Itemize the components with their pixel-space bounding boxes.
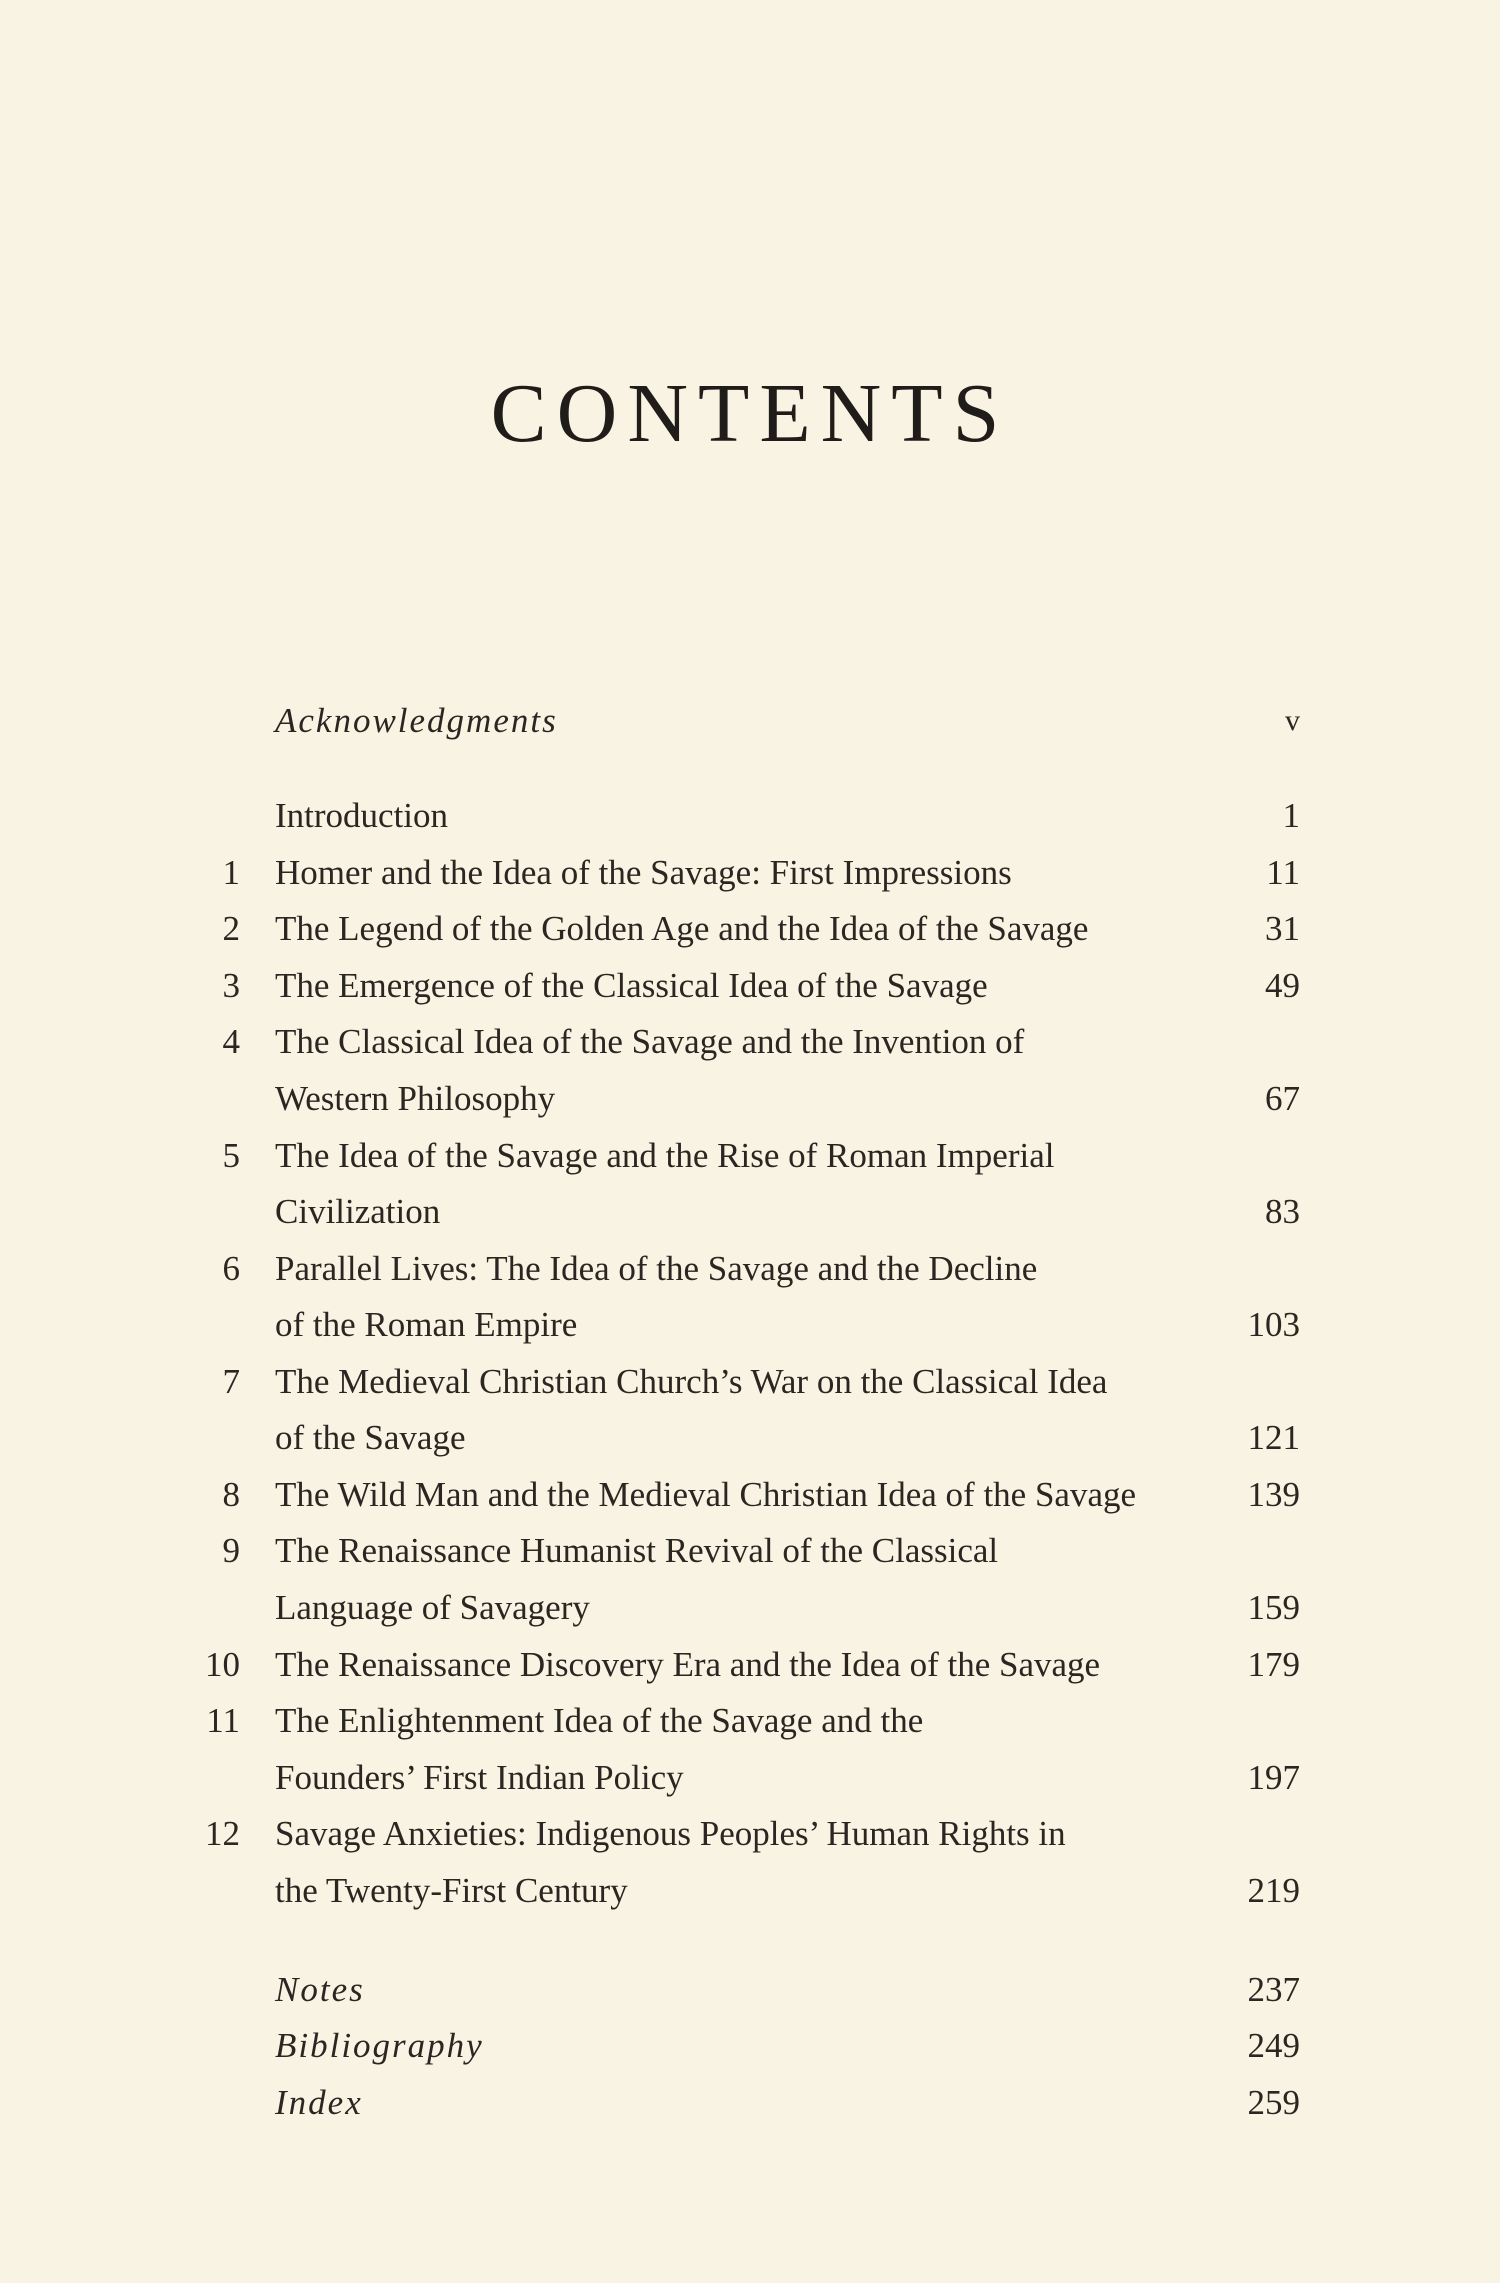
toc-entry-bibliography[interactable] — [0, 2018, 1500, 2074]
toc-entry-chapter-5[interactable] — [0, 1128, 1500, 1184]
chapter-number: 12 — [205, 1814, 240, 1853]
toc-entry-page: 179 — [1247, 1645, 1300, 1684]
toc-entry-page: 11 — [1266, 853, 1300, 892]
toc-entry-title: The Emergence of the Classical Idea of the Savage — [275, 966, 988, 1005]
toc-entry-page: 31 — [1265, 909, 1300, 948]
toc-entry-chapter-1[interactable] — [0, 845, 1500, 901]
chapter-number: 8 — [222, 1475, 240, 1514]
toc-entry-notes[interactable] — [0, 1962, 1500, 2018]
toc-entry-chapter-2[interactable] — [0, 901, 1500, 957]
toc-entry-chapter-7[interactable] — [0, 1354, 1500, 1410]
toc-entry-chapter-3[interactable] — [0, 958, 1500, 1014]
chapter-number: 10 — [205, 1645, 240, 1684]
toc-entry-chapter-12[interactable] — [0, 1806, 1500, 1862]
toc-entry-title: The Wild Man and the Medieval Christian Idea of the Savage — [275, 1475, 1137, 1514]
toc-entry-title: The Idea of the Savage and the Rise of Roman Imperial — [275, 1136, 1055, 1175]
toc-entry-page: 139 — [1247, 1475, 1300, 1514]
toc-entry-page: 249 — [1247, 2026, 1300, 2065]
toc-entry-title-cont: of the Roman Empire — [275, 1305, 578, 1344]
toc-entry-title-cont: of the Savage — [275, 1418, 466, 1457]
toc-entry-introduction[interactable] — [0, 788, 1500, 844]
toc-entry-page: 159 — [1247, 1588, 1300, 1627]
toc-entry-page: 103 — [1247, 1305, 1300, 1344]
toc-entry-page: 197 — [1247, 1758, 1300, 1797]
chapter-number: 4 — [222, 1022, 240, 1061]
toc-entry-title: Notes — [275, 1970, 365, 2009]
toc-entry-title-cont: Western Philosophy — [275, 1079, 556, 1118]
toc-entry-title: Parallel Lives: The Idea of the Savage and the Decline — [275, 1249, 1038, 1288]
toc-entry-page: 67 — [1265, 1079, 1300, 1118]
toc-entry-page: 121 — [1247, 1418, 1300, 1457]
toc-entry-title: Introduction — [275, 796, 449, 835]
toc-entry-page: 259 — [1247, 2083, 1300, 2122]
toc-entry-title: The Enlightenment Idea of the Savage and the — [275, 1701, 924, 1740]
toc-entry-chapter-11[interactable] — [0, 1693, 1500, 1749]
toc-entry-chapter-10[interactable] — [0, 1637, 1500, 1693]
chapter-number: 5 — [222, 1136, 240, 1175]
toc-entry-chapter-4[interactable] — [0, 1014, 1500, 1070]
toc-entry-title: The Medieval Christian Church’s War on the Classical Idea — [275, 1362, 1108, 1401]
page-title: CONTENTS — [490, 367, 1010, 460]
toc-entry-title: Acknowledgments — [275, 701, 558, 740]
chapter-number: 7 — [222, 1362, 240, 1401]
toc-entry-chapter-7-cont[interactable] — [0, 1410, 1500, 1466]
chapter-number: 9 — [222, 1531, 240, 1570]
toc-entry-title-cont: the Twenty-First Century — [275, 1871, 628, 1910]
toc-entry-page: 83 — [1265, 1192, 1300, 1231]
toc-entry-page: v — [1285, 704, 1300, 737]
toc-entry-title-cont: Civilization — [275, 1192, 441, 1231]
toc-entry-title-cont: Founders’ First Indian Policy — [275, 1758, 684, 1797]
toc-entry-title: The Renaissance Discovery Era and the Idea of the Savage — [275, 1645, 1101, 1684]
toc-entry-acknowledgments[interactable] — [0, 693, 1500, 749]
toc-entry-chapter-6-cont[interactable] — [0, 1297, 1500, 1353]
toc-entry-title: Bibliography — [275, 2026, 484, 2065]
toc-entry-page: 219 — [1247, 1871, 1300, 1910]
chapter-number: 6 — [222, 1249, 240, 1288]
toc-entry-page: 237 — [1247, 1970, 1300, 2009]
toc-entry-chapter-12-cont[interactable] — [0, 1863, 1500, 1919]
chapter-number: 11 — [206, 1701, 240, 1740]
toc-entry-chapter-5-cont[interactable] — [0, 1184, 1500, 1240]
toc-entry-index[interactable] — [0, 2075, 1500, 2131]
chapter-number: 3 — [222, 966, 240, 1005]
toc-entry-title: Homer and the Idea of the Savage: First Impressions — [275, 853, 1012, 892]
toc-entry-title: The Legend of the Golden Age and the Idea of the Savage — [275, 909, 1089, 948]
toc-entry-title: The Classical Idea of the Savage and the Invention of — [275, 1022, 1025, 1061]
toc-entry-chapter-11-cont[interactable] — [0, 1750, 1500, 1806]
toc-entry-title: Savage Anxieties: Indigenous Peoples’ Human Rights in — [275, 1814, 1066, 1853]
toc-entry-chapter-9-cont[interactable] — [0, 1580, 1500, 1636]
toc-entry-title: The Renaissance Humanist Revival of the Classical — [275, 1531, 999, 1570]
toc-entry-chapter-6[interactable] — [0, 1241, 1500, 1297]
toc-entry-title: Index — [275, 2083, 363, 2122]
toc-entry-title-cont: Language of Savagery — [275, 1588, 590, 1627]
toc-entry-chapter-4-cont[interactable] — [0, 1071, 1500, 1127]
toc-entry-chapter-9[interactable] — [0, 1523, 1500, 1579]
toc-entry-page: 1 — [1282, 796, 1300, 835]
toc-entry-page: 49 — [1265, 966, 1300, 1005]
chapter-number: 1 — [222, 853, 240, 892]
chapter-number: 2 — [222, 909, 240, 948]
toc-entry-chapter-8[interactable] — [0, 1467, 1500, 1523]
